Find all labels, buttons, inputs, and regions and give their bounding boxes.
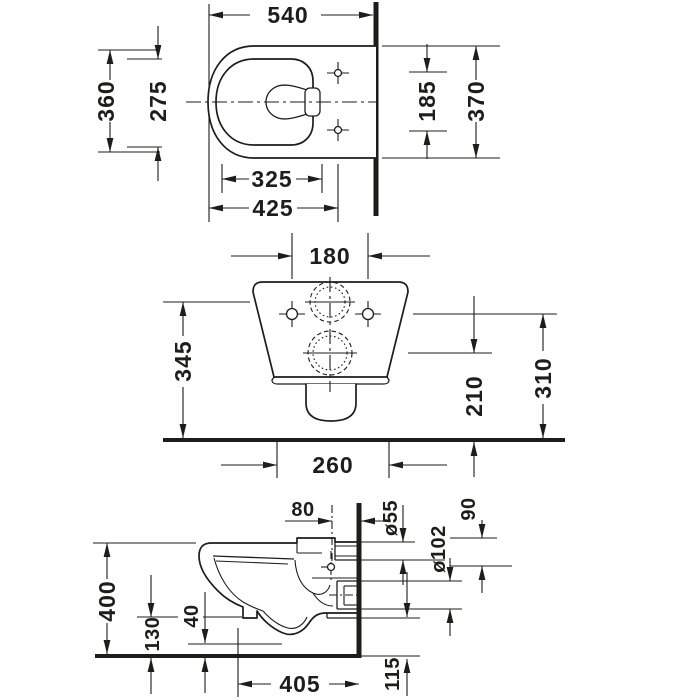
dim-label: ø55 (380, 500, 402, 536)
dim-label: 180 (309, 243, 351, 269)
dim-345-supply-height (163, 302, 250, 438)
dim-label: 130 (142, 616, 164, 652)
top-view (93, 2, 500, 222)
dim-label: 360 (93, 80, 119, 122)
dim-label: 80 (291, 499, 315, 521)
outlet-front (306, 384, 356, 421)
dim-210-outlet-height (408, 296, 492, 477)
dim-540-depth (209, 2, 373, 28)
dim-370-width (382, 46, 500, 158)
dim-label: 540 (267, 2, 309, 28)
dim-label: 40 (181, 604, 203, 628)
dim-label: 310 (530, 357, 556, 399)
dim-label: 275 (145, 80, 171, 122)
dim-405-depth-to-outlet (238, 628, 359, 697)
dim-115 (361, 572, 420, 696)
dim-325 (222, 164, 322, 193)
dim-label: 325 (251, 166, 293, 192)
dim-label: 405 (279, 671, 321, 697)
dim-label: 115 (382, 657, 404, 691)
dim-label: 400 (94, 580, 120, 622)
dim-label: 260 (312, 452, 354, 478)
dim-180-hole-spacing (231, 233, 430, 279)
dim-90-rear (450, 497, 512, 593)
dim-label: 210 (461, 375, 487, 417)
toilet-body-side (199, 538, 358, 634)
dim-275-inner-depth (127, 26, 171, 181)
side-view (93, 497, 512, 697)
dim-label: 345 (170, 340, 196, 382)
dim-label: 90 (458, 497, 480, 521)
dim-label: ø102 (428, 525, 450, 573)
dim-label: 425 (252, 195, 294, 221)
dim-label: 370 (463, 80, 489, 122)
dim-260-base-width (221, 442, 447, 478)
dim-185-hole-pitch (409, 44, 447, 159)
front-view (163, 233, 565, 478)
dim-label: 185 (414, 80, 440, 122)
